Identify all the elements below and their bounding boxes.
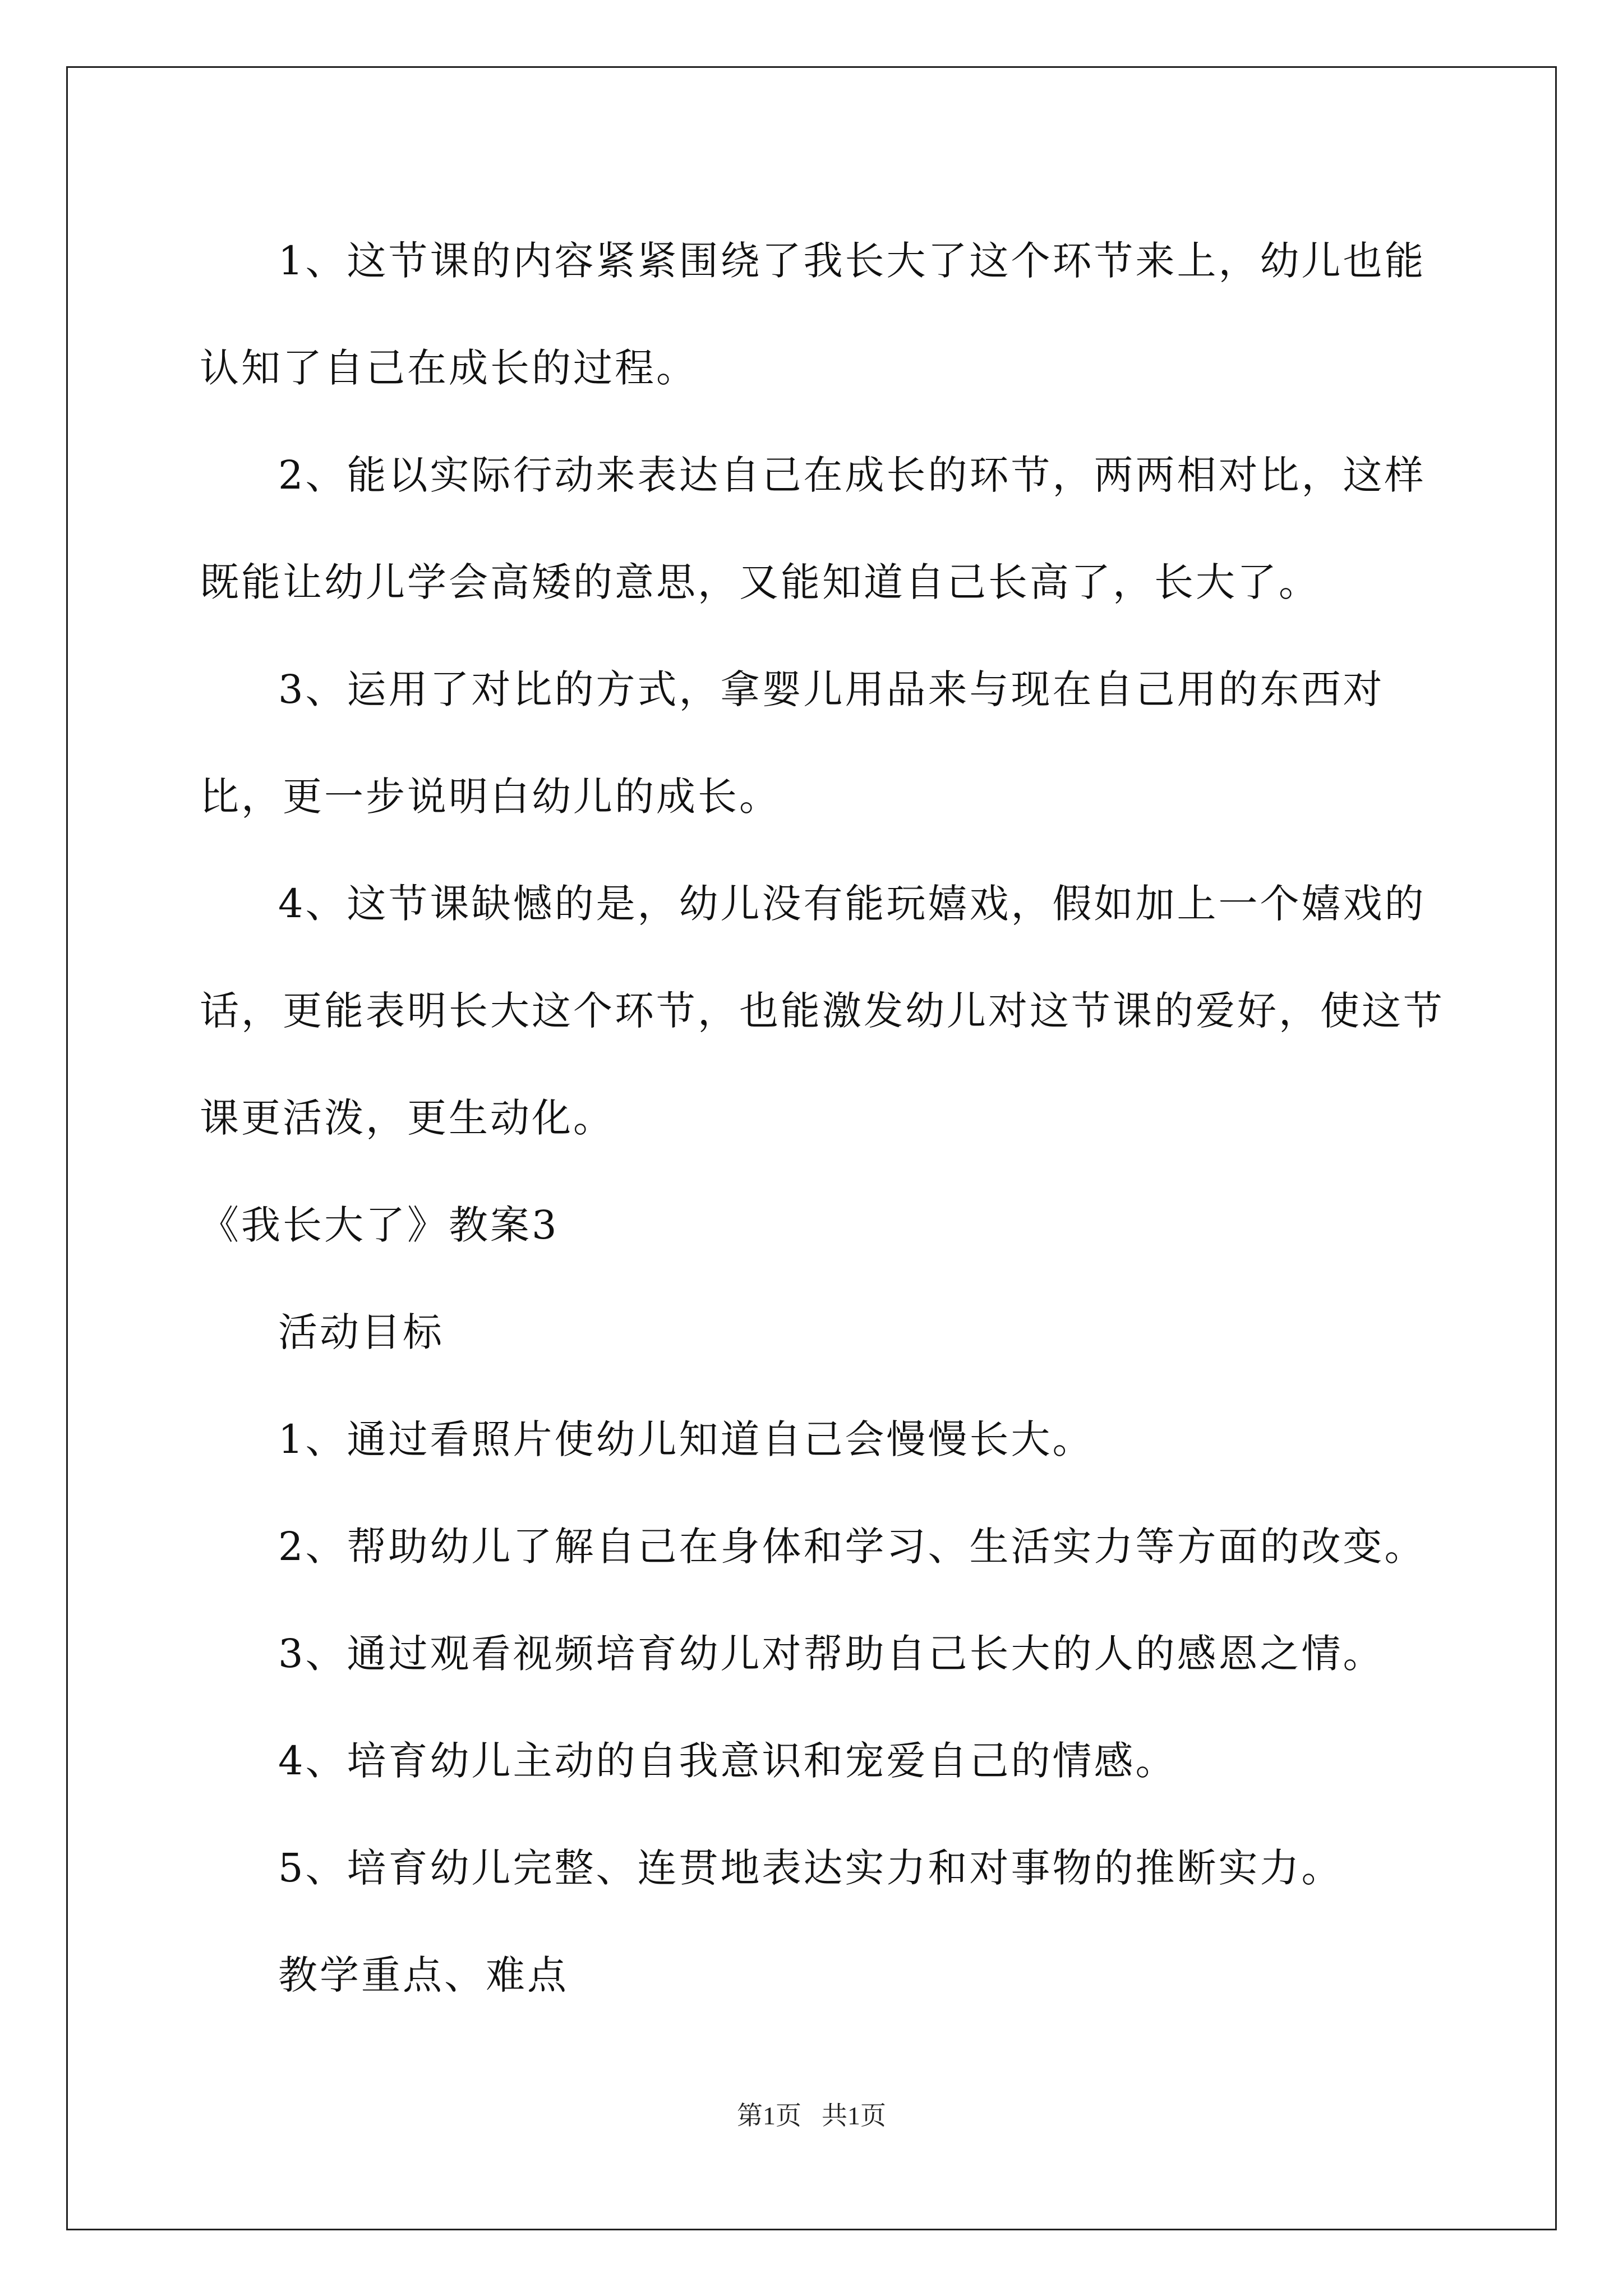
section-title: 《我长大了》教案3 bbox=[200, 1202, 559, 1248]
paragraph-reflection-3: 3、运用了对比的方式，拿婴儿用品来与现在自己用的东西对比，更一步说明白幼儿的成长。 bbox=[200, 666, 1385, 820]
paragraph-reflection-1: 1、这节课的内容紧紧围绕了我长大了这个环节来上，幼儿也能认知了自己在成长的过程。 bbox=[200, 238, 1426, 391]
document-body bbox=[200, 208, 1461, 2029]
goal-item-3: 3、通过观看视频培育幼儿对帮助自己长大的人的感恩之情。 bbox=[278, 1631, 1385, 1677]
subheading-key-points: 教学重点、难点 bbox=[278, 1952, 569, 1998]
page-footer bbox=[0, 2095, 1623, 2132]
goal-item-4: 4、培育幼儿主动的自我意识和宠爱自己的情感。 bbox=[278, 1738, 1177, 1784]
page-total: 共1页 bbox=[822, 2101, 886, 2130]
page-number: 第1页 bbox=[737, 2101, 801, 2130]
subheading-goals: 活动目标 bbox=[278, 1309, 444, 1355]
paragraph-reflection-4: 4、这节课缺憾的是，幼儿没有能玩嬉戏，假如加上一个嬉戏的话，更能表明长大这个环节，也能激发幼儿对这节课的爱好，使这节课更活泼，更生动化。 bbox=[200, 881, 1445, 1141]
paragraph-reflection-2: 2、能以实际行动来表达自己在成长的环节，两两相对比，这样既能让幼儿学会高矮的意思，又能知道自己长高了，长大了。 bbox=[200, 452, 1426, 605]
goal-item-1: 1、通过看照片使幼儿知道自己会慢慢长大。 bbox=[278, 1416, 1094, 1462]
goal-item-5: 5、培育幼儿完整、连贯地表达实力和对事物的推断实力。 bbox=[278, 1845, 1343, 1891]
goal-item-2: 2、帮助幼儿了解自己在身体和学习、生活实力等方面的改变。 bbox=[278, 1524, 1426, 1570]
